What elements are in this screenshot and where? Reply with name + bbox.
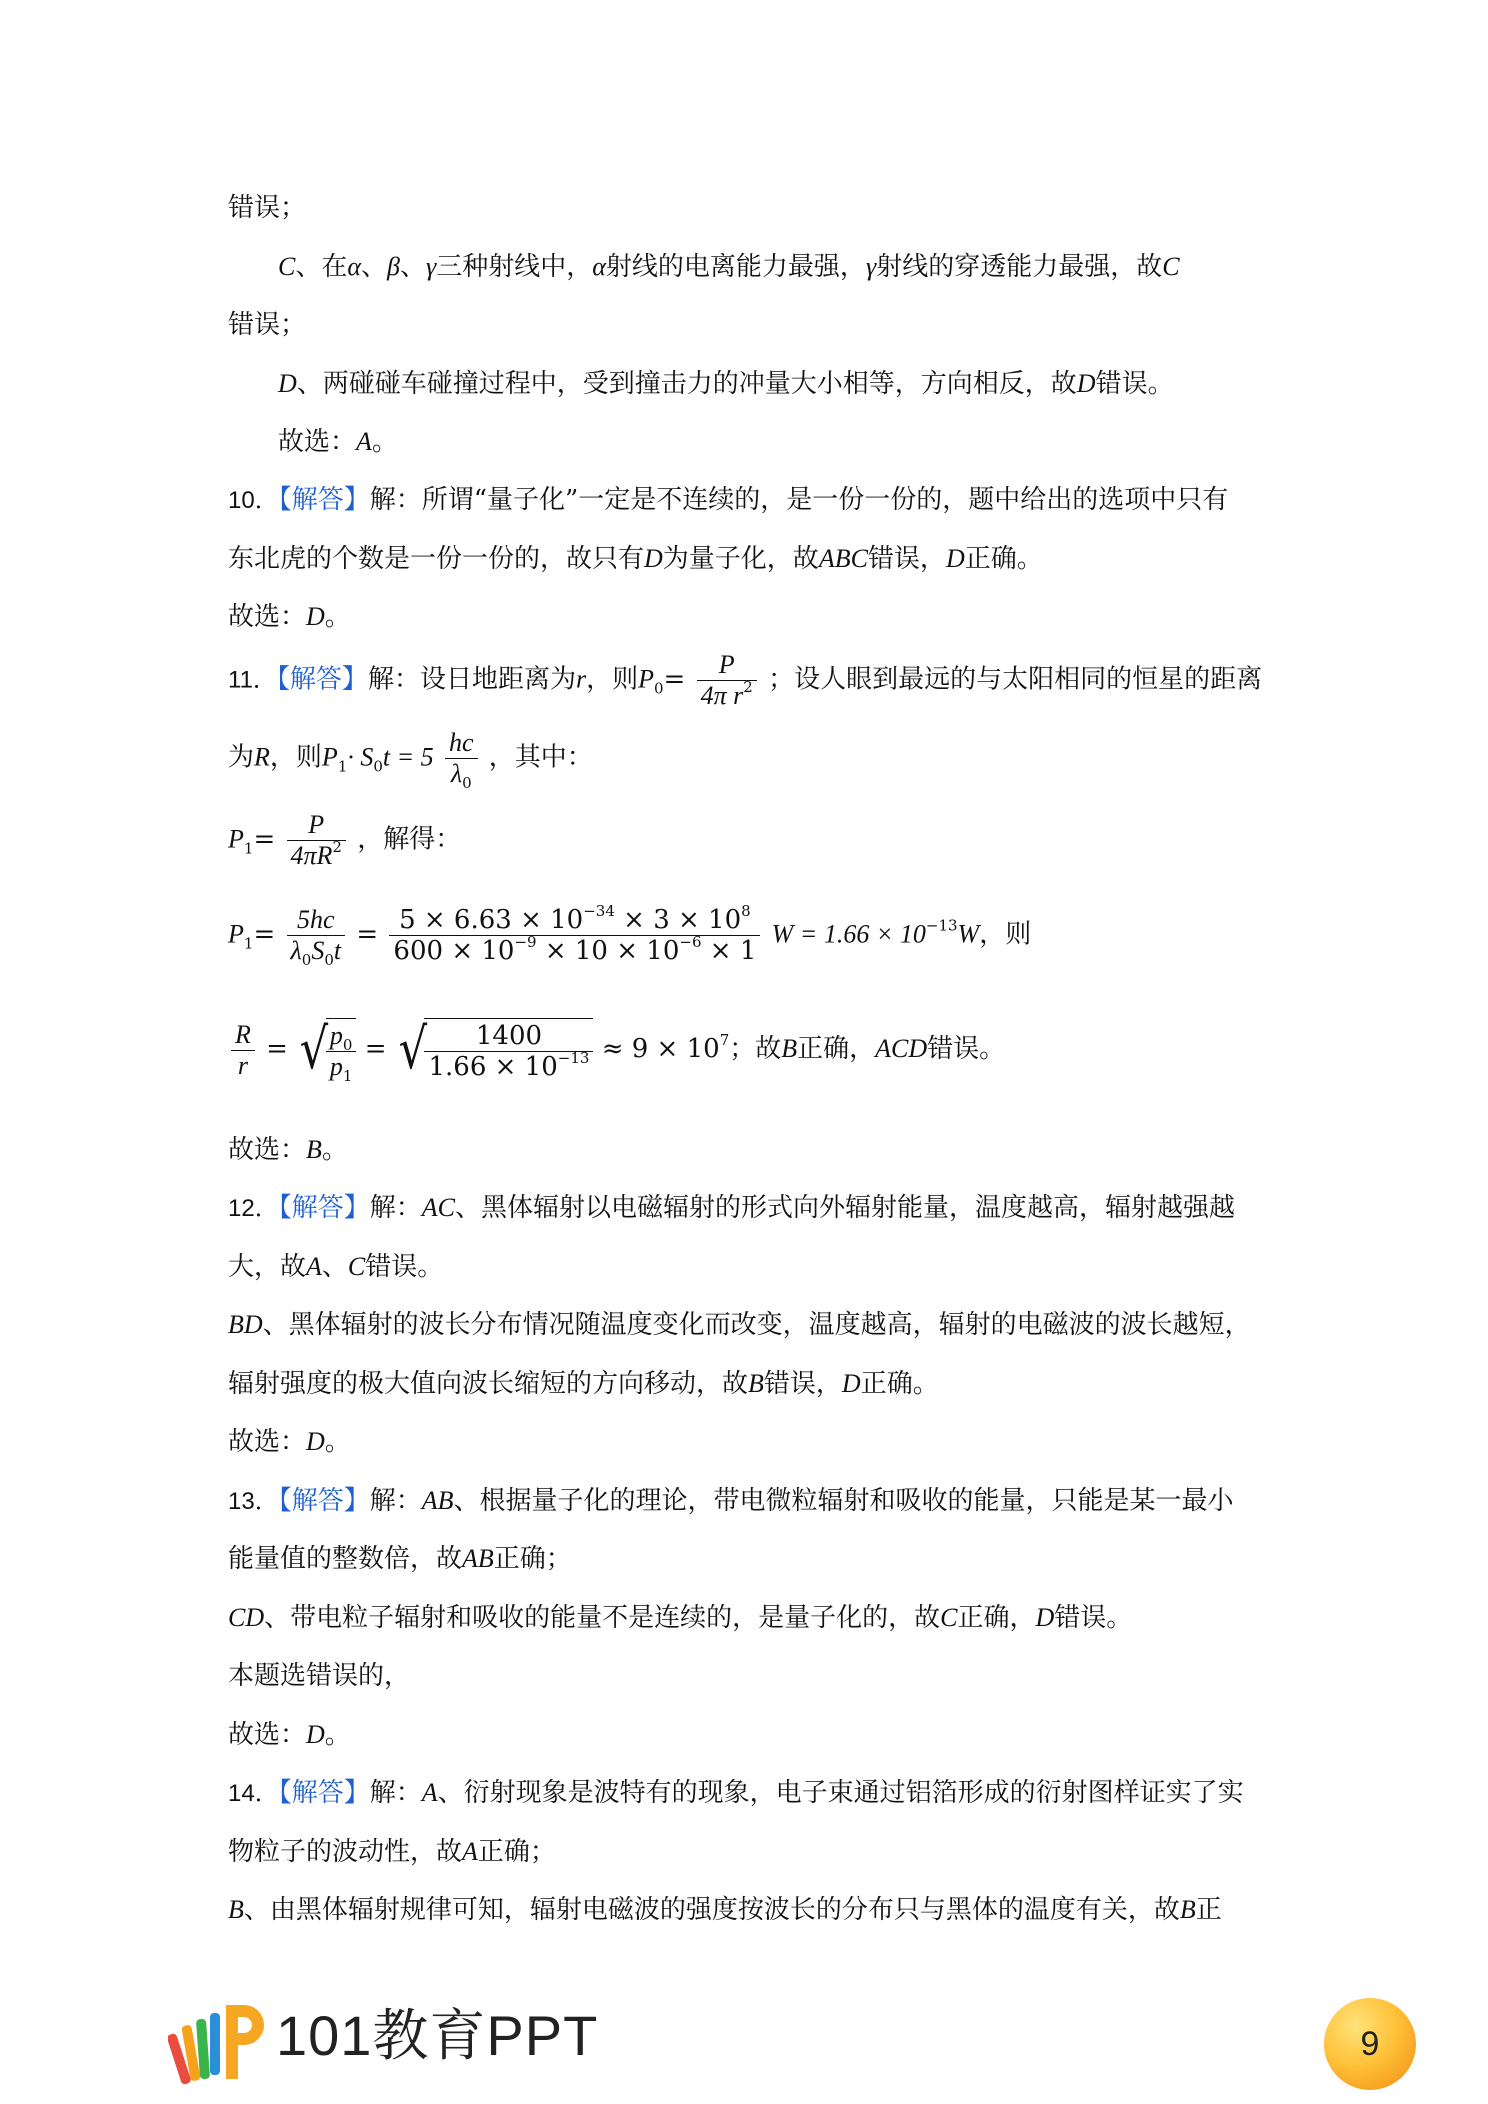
- text-line: 大，故A、C错误。: [228, 1252, 444, 1282]
- formula-fraction: $\frac{P}{4\pi R^2}$: [287, 810, 346, 871]
- question-13: 13．【解答】解：AB、根据量子化的理论，带电微粒辐射和吸收的能量，只能是某一最小: [228, 1486, 1234, 1516]
- answer-line: 故选：B。: [228, 1135, 348, 1165]
- formula-line: $\frac{R}{r}$ = √ $\frac{p_0}{p_1}$ = √ $\frac{1400}{1.66 \times 10^{-13}}$ ≈ $9 \times 10^7$；故B正确，ACD错误。: [228, 1018, 1005, 1082]
- answer-line: 故选：D。: [228, 1720, 351, 1750]
- answer-line: 故选：D。: [228, 1427, 351, 1457]
- formula-line: $P_1=$ $\frac{5hc}{\lambda_0S_0t}$ = $\frac{5 \times 6.63 \times 10^{-34} \times 3 \times 10^8}{600 \times 10^{-9} \times 10 \times 10^{-6} \times 1}$ $W = 1.66 \times 10^{-13}W$，则: [228, 902, 1032, 969]
- text-line: BD、黑体辐射的波长分布情况随温度变化而改变，温度越高，辐射的电磁波的波长越短，: [228, 1310, 1251, 1340]
- text-line: CD、带电粒子辐射和吸收的能量不是连续的，是量子化的，故C正确，D错误。: [228, 1603, 1133, 1633]
- text-line: 错误；: [228, 310, 307, 340]
- page-number: 9: [1360, 2024, 1380, 2063]
- answer-tag: 【解答】: [278, 1193, 370, 1223]
- answer-tag: 【解答】: [278, 1486, 370, 1516]
- answer-tag: 【解答】: [278, 485, 370, 515]
- formula-fraction: $\frac{R}{r}$: [231, 1020, 255, 1081]
- page-number-badge: [1324, 1998, 1416, 2090]
- text-line: 辐射强度的极大值向波长缩短的方向移动，故B错误，D正确。: [228, 1369, 939, 1399]
- text-line: 物粒子的波动性，故A正确；: [228, 1837, 556, 1867]
- text-line: B、由黑体辐射规律可知，辐射电磁波的强度按波长的分布只与黑体的温度有关，故B正: [228, 1895, 1222, 1925]
- text-line: 错误；: [228, 193, 307, 223]
- answer-tag: 【解答】: [278, 1778, 370, 1808]
- brand-logo-icon: [168, 1995, 268, 2090]
- formula-fraction: $\frac{5 \times 6.63 \times 10^{-34} \times 3 \times 10^8}{600 \times 10^{-9} \times 10 \times 10^{-6} \times 1}$: [389, 905, 760, 966]
- question-11: 11．【解答】解：设日地距离为r，则$P_0=$ $\frac{P}{4\pi r^2}$ ；设人眼到最远的与太阳相同的恒星的距离: [228, 650, 1263, 710]
- formula-fraction: $\frac{5hc}{\lambda_0S_0t}$: [287, 905, 346, 966]
- question-10: 10．【解答】解：所谓“量子化”一定是不连续的，是一份一份的，题中给出的选项中只有: [228, 485, 1229, 515]
- formula-fraction: $\frac{P}{4\pi r^2}$: [697, 650, 757, 711]
- answer-line: 故选：A。: [278, 427, 398, 457]
- text-line: D、两碰碰车碰撞过程中，受到撞击力的冲量大小相等，方向相反，故D错误。: [278, 369, 1174, 399]
- formula-fraction: $\frac{hc}{\lambda_0}$: [445, 728, 478, 789]
- text-line: 能量值的整数倍，故AB正确；: [228, 1544, 572, 1574]
- question-12: 12．【解答】解：AC、黑体辐射以电磁辐射的形式向外辐射能量，温度越高，辐射越强越: [228, 1193, 1235, 1223]
- text-line: 本题选错误的，: [228, 1661, 411, 1691]
- text-line: C、在α、β、γ三种射线中，α射线的电离能力最强，γ射线的穿透能力最强，故C: [278, 252, 1180, 282]
- formula-line: $P_1=$ $\frac{P}{4\pi R^2}$ ，解得：: [228, 810, 462, 870]
- text-line: 为R，则$P_1\cdot S_0t = 5$ $\frac{hc}{\lambda_0}$ ，其中：: [228, 728, 593, 792]
- square-root: √ $\frac{p_0}{p_1}$: [296, 1018, 356, 1082]
- answer-line: 故选：D。: [228, 602, 351, 632]
- question-14: 14．【解答】解：A、衍射现象是波特有的现象，电子束通过铝箔形成的衍射图样证实了实: [228, 1778, 1244, 1808]
- text-line: 东北虎的个数是一份一份的，故只有D为量子化，故ABC错误，D正确。: [228, 544, 1043, 574]
- answer-tag: 【解答】: [276, 664, 368, 695]
- brand-name: 101教育PPT: [276, 2004, 599, 2067]
- square-root: √ $\frac{1400}{1.66 \times 10^{-13}}$: [395, 1018, 594, 1082]
